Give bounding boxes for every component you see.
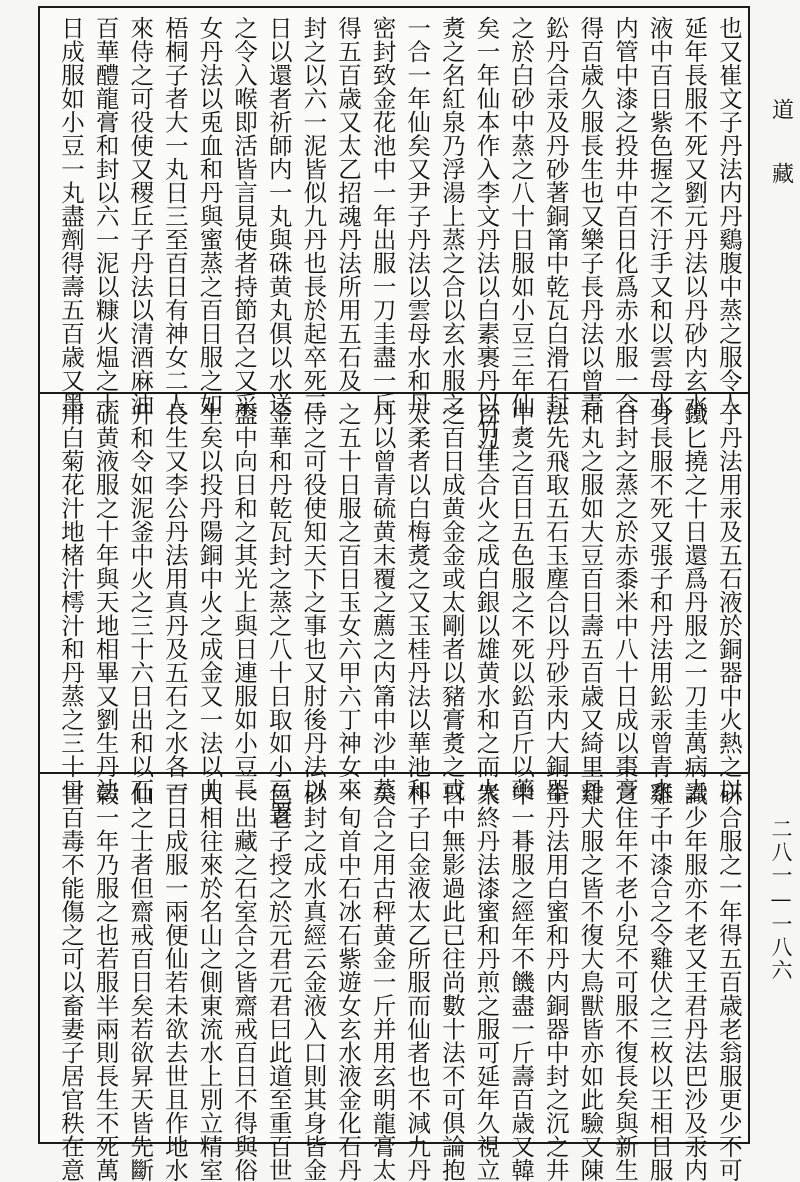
text-column: 色老子授之於元君元君曰此道至重百世 <box>264 782 293 1182</box>
text-column: 侍之可役使知天下之事也又肘後丹法以 <box>299 402 328 802</box>
text-column: 鐵匕撓之十日還爲丹服之一刀圭萬病去 <box>680 402 709 802</box>
text-column: 雞子中漆合之令雞伏之三枚以王相日服 <box>645 782 674 1182</box>
text-column: 身長服不死又張子和丹法用鈆汞曾青水 <box>645 402 674 802</box>
text-columns <box>48 16 743 463</box>
text-column: 合封之蒸之於赤黍米中八十日成以棗膏 <box>611 402 639 802</box>
text-column: 百華醴龍膏和封以六一泥以糠火煴之十 <box>91 16 120 416</box>
text-column: 人相往來於名山之側東流水上別立精室 <box>195 782 224 1182</box>
text-column: 生矣以投丹陽銅中火之成金又一法以曲 <box>195 402 224 802</box>
text-column: 硫黄液服之十年與天地相畢又劉生丹法 <box>91 402 120 802</box>
text-column: 延年長服不死又劉元丹法以丹砂内玄水 <box>680 16 709 416</box>
text-column: 砂封之成水真經云金液入口則其身皆金 <box>299 782 328 1182</box>
text-columns <box>48 402 743 825</box>
text-column: 密封致金花池中一年出服一刀圭盡一斤 <box>368 16 397 416</box>
text-column: 丹以曾青硫黄末覆之薦之内筩中沙中蒸 <box>368 402 397 802</box>
text-column: 一出藏之石室合之皆齋戒百日不得與俗 <box>230 782 259 1182</box>
text-column: 鈆丹合汞及丹砂著銅筩中乾瓦白滑石封 <box>541 16 570 416</box>
text-column: 得五百歳又太乙招魂丹法所用五石及 <box>334 16 362 392</box>
text-column: 日中無影過此已往尚數十法不可俱論抱 <box>437 782 466 1182</box>
margin-title: 道藏 <box>768 98 794 226</box>
margin-page-number: 二八一—一八六 <box>769 818 793 982</box>
text-column: 日成服如小豆一丸盡劑得壽五百歳又墨 <box>57 16 85 416</box>
text-column: 生丹法用白蜜和丹内銅器中封之沉之井 <box>541 782 570 1182</box>
text-column: 煑之名紅泉乃浮湯上蒸之合以玄水服之 <box>437 16 466 416</box>
text-column: 太柔者以白梅煑之又玉桂丹法以華池和 <box>403 402 432 802</box>
text-column: 長生又李公丹法用真丹及五石之水各一 <box>160 402 189 802</box>
page-frame <box>38 6 750 1182</box>
text-column: 仙之士者但齋戒百日矣若欲昇天皆先斷 <box>126 782 155 1182</box>
text-column: 子丹法用汞及五石液於銅器中火熱之以 <box>714 402 743 802</box>
text-column: 朴子曰金液太乙所服而仙者也不減九丹 <box>403 782 432 1182</box>
text-column: 用白菊花汁地楮汁樗汁和丹蒸之三十日 <box>57 402 85 802</box>
text-column: 來侍之可役使又稷丘子丹法以清酒麻油 <box>126 16 155 416</box>
text-column: 法先飛取五石玉塵合以丹砂汞内大銅器 <box>541 402 570 802</box>
text-column: 女丹法以兎血和丹與蜜蒸之百日服之如 <box>195 16 224 416</box>
panel-middle <box>40 394 748 825</box>
text-column: 封之以六一泥皆似九丹也長於起卒死三 <box>299 16 328 416</box>
text-column: 梧桐子者大一丸日三至百日有神女二人 <box>160 16 189 416</box>
text-column: 中煑之百日五色服之不死以鈆百斤以藥 <box>507 402 536 802</box>
text-column: 一合一年仙矣又尹子丹法以雲母水和丹 <box>403 16 432 416</box>
text-column: 研合服之一年得五百歳老翁服更少不可 <box>714 782 743 1182</box>
text-column: 矣一年仙本作入李文丹法以白素裹丹以竹汁 <box>472 16 501 463</box>
text-column: 一旬首中石冰石紫遊女玄水液金化石丹 <box>334 782 362 1182</box>
text-column: 之百日成黄金金或太剛者以豬膏煑之或 <box>437 402 466 802</box>
text-column: 之五十日服之百日玉女六甲六丁神女來 <box>334 402 362 802</box>
text-column: 害百毒不能傷之可以畜妻子居官秩在意 <box>57 782 85 1182</box>
text-columns <box>48 782 743 1182</box>
panel-top <box>40 8 748 463</box>
text-column: 盤中向日和之其光上與日連服如小豆長 <box>230 402 259 802</box>
text-column: 百日成服一兩便仙若未欲去世且作地水 <box>160 782 189 1182</box>
panel-bottom <box>40 774 748 1182</box>
text-column: 中一朞服之經年不饑盡一斤壽百歳又韓 <box>507 782 536 1182</box>
text-column: 識少年服亦不老又王君丹法巴沙及汞内 <box>680 782 709 1182</box>
text-column: 也又崔文子丹法内丹鷄腹中蒸之服令人 <box>714 16 743 416</box>
text-column: 之令入喉即活皆言見使者持節召之又采 <box>230 16 259 416</box>
text-column: 日以還者祈師内一丸與硃黄丸俱以水送 <box>264 16 293 416</box>
text-column: 液中百日紫色握之不汙手又和以雲母水 <box>645 16 674 416</box>
text-column: 金華和丹乾瓦封之蒸之八十日取如小豆置 <box>264 402 293 825</box>
text-column: 内管中漆之投井中百日化爲赤水服一合 <box>611 16 639 416</box>
text-column: 矣合之用古秤黄金一斤并用玄明龍膏太 <box>368 782 397 1182</box>
text-column: 穀一年乃服之也若服半兩則長生不死萬 <box>91 782 120 1182</box>
text-column: 和丸之服如大豆百日壽五百歳又綺里丹 <box>576 402 605 802</box>
text-column: 得百歳久服長生也又樂子長丹法以曾青 <box>576 16 605 416</box>
text-column: 雞犬服之皆不復大鳥獸皆亦如此驗又陳 <box>576 782 605 1182</box>
text-column: 之於白砂中蒸之八十日服如小豆三年仙 <box>507 16 536 416</box>
text-column: 衆終丹法漆蜜和丹煎之服可延年久視立 <box>472 782 501 1182</box>
text-column: 升和令如泥釜中火之三十六日出和以石 <box>126 402 155 802</box>
text-column: 百刀圭合火之成白銀以雄黄水和之而火 <box>472 402 501 802</box>
text-column: 之住年不老小兒不可服不復長矣與新生 <box>611 782 639 1182</box>
